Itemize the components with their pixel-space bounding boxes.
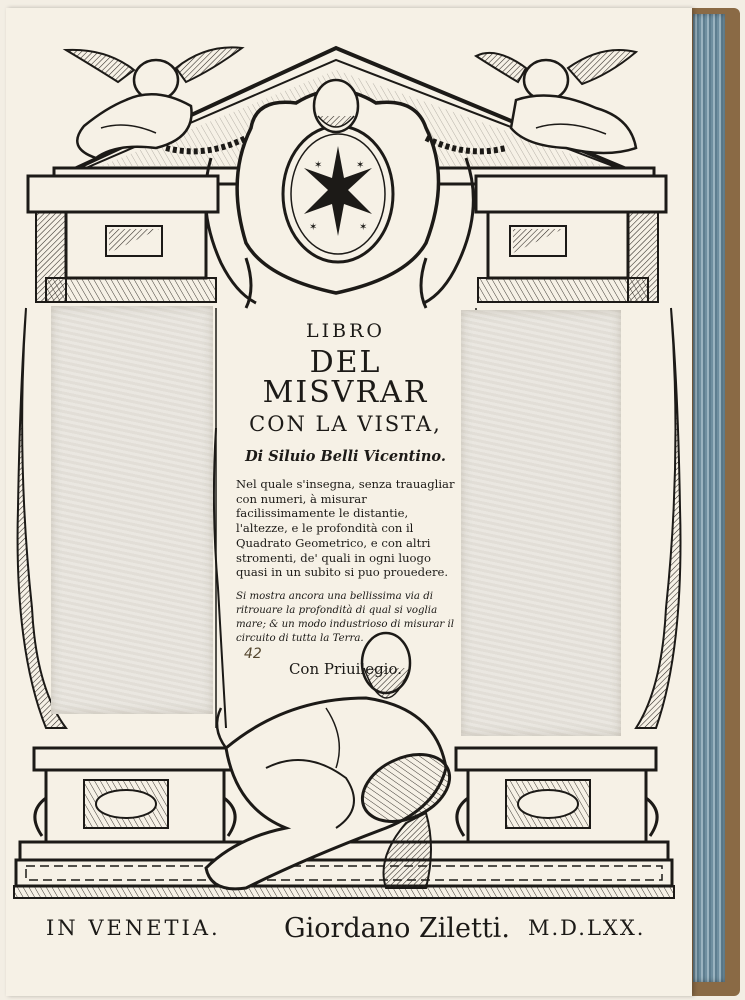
italic-note: Si mostra ancora una bellissima via di ritrouare la profondità di qual si voglia mare; & un modo industrioso di misurar il circuito di tutta la Terra.: [236, 590, 455, 644]
description-paragraph: Nel quale s'insegna, senza trauagliar con numeri, à misurar facilissimamente le distantie, l'altezze, e le profondità con il Quadrato Geometrico, e con altri stromenti, de' quali in ogni luogo quasi in un subito si puo prouedere.: [236, 477, 455, 580]
right-entablature-block: [476, 176, 666, 302]
base-molding: [14, 842, 674, 898]
svg-text:✶: ✶: [356, 160, 365, 171]
svg-text:✶: ✶: [359, 222, 368, 233]
title-line-3: CON LA VISTA,: [249, 412, 442, 436]
handwritten-note: 42: [244, 646, 262, 662]
fore-edge: [693, 14, 725, 982]
right-pedestal: [456, 748, 657, 842]
title-line-2: DEL MISVRAR: [262, 345, 429, 410]
imprint-city: IN VENETIA.: [46, 916, 221, 940]
privilege-line: Con Priuilegio.: [288, 659, 403, 678]
imprint-printer: Giordano Ziletti.: [284, 913, 510, 944]
title-text-block: [228, 316, 463, 678]
title-page: [6, 8, 692, 996]
author-line: Di Siluio Belli Vicentino.: [245, 448, 446, 465]
title-line-1: LIBRO: [306, 320, 385, 342]
left-entablature-block: [28, 176, 218, 302]
svg-text:✶: ✶: [314, 160, 323, 171]
pasted-paper-patch-right: [461, 310, 621, 736]
pasted-paper-patch-left: [51, 306, 213, 714]
imprint-date: M.D.LXX.: [528, 916, 646, 940]
svg-text:✶: ✶: [309, 222, 318, 233]
left-pedestal: [34, 748, 235, 842]
